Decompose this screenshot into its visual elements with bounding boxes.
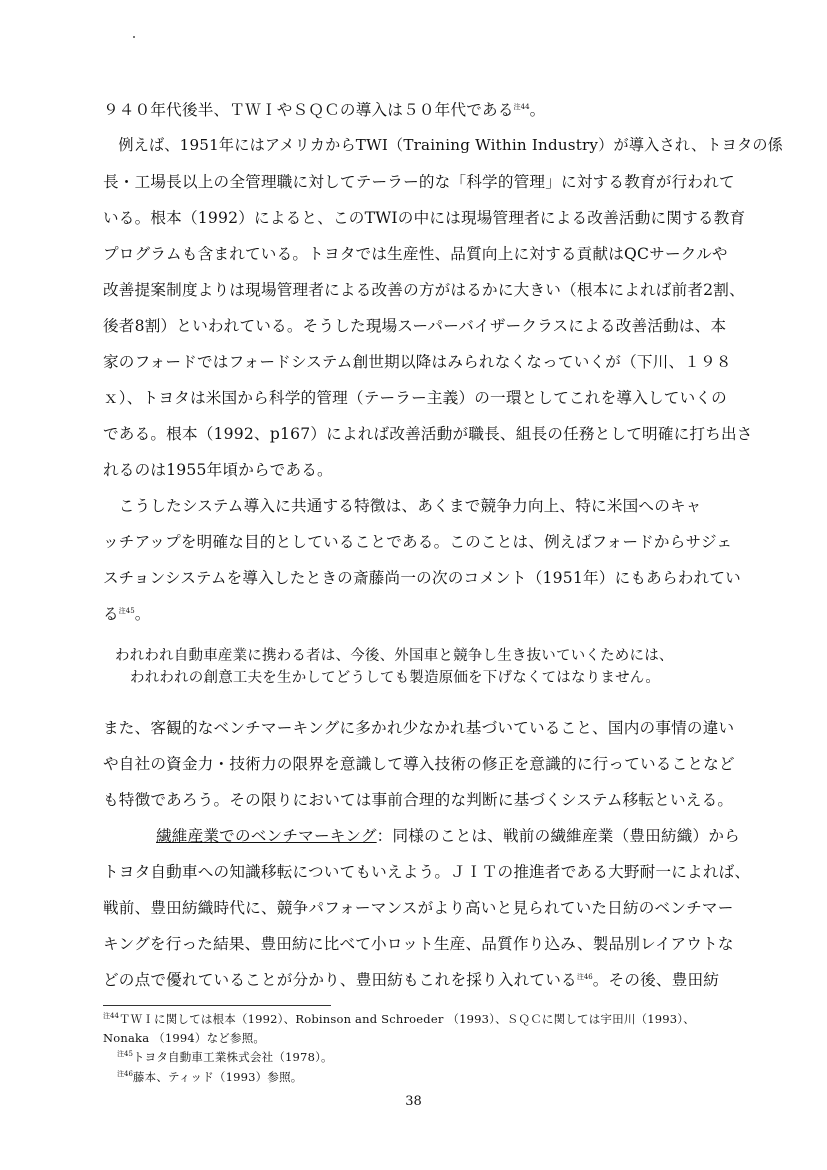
para1-line: 家のフォードではフォードシステム創世期以降はみられなくなっていくが（下川、１９８ [103, 353, 732, 371]
para4-line: 戦前、豊田紡織時代に、競争パフォーマンスがより高いと見られていた日紡のベンチマー [103, 899, 734, 917]
footnote-mark: 注46 [117, 1070, 133, 1079]
para1-line: である。根本（1992、p167）によれば改善活動が職長、組長の任務として明確に打ち出さ [103, 425, 753, 443]
para1-line: 改善提案制度よりは現場管理者による改善の方がはるかに大きい（根本によれば前者2割、 [103, 281, 745, 299]
quote-line: われわれ自動車産業に携わる者は、今後、外国車と競争し生き抜いていくためには、 [115, 648, 674, 664]
para4-line: キングを行った結果、豊田紡に比べて小ロット生産、品質作り込み、製品別レイアウトな [103, 935, 734, 953]
para3-line: や自社の資金力・技術力の限界を意識して導入技術の修正を意識的に行っていることなど [103, 755, 735, 773]
intro-text: ９４０年代後半、ＴＷＩやＳＱＣの導入は５０年代である [103, 101, 514, 119]
para2-line: ッチアップを明確な目的としていることである。このことは、例えばフォードからサジェ [103, 533, 733, 551]
para1-line: いる。根本（1992）によると、このTWIの中には現場管理者による改善活動に関する教育 [103, 209, 746, 227]
page-number: 38 [405, 1094, 422, 1109]
footnote-separator [103, 1005, 331, 1006]
para1-line: 例えば、1951年にはアメリカからTWI（Training Within Industry）が導入され、トヨタの係 [103, 136, 783, 154]
footnote-mark: 注45 [117, 1050, 133, 1059]
para4-last-text: どの点で優れていることが分かり、豊田紡もこれを採り入れている [103, 971, 577, 989]
para4-line: トヨタ自動車への知識移転についてもいえよう。ＪＩＴの推進者である大野耐一によれば、 [103, 863, 751, 881]
footnote-44 [103, 1011, 695, 1027]
para1-line: 長・工場長以上の全管理職に対してテーラー的な「科学的管理」に対する教育が行われて [103, 173, 735, 191]
para2-last-text: る [103, 605, 119, 623]
para2-last-line [103, 602, 151, 624]
para3-line: も特徴であろう。その限りにおいては事前合理的な判断に基づくシステム移転といえる。 [103, 791, 734, 809]
para1-line: ｘ）、トヨタは米国から科学的管理（テーラー主義）の一環としてこれを導入していくの [103, 389, 727, 407]
para4-end: 。その後、豊田紡 [592, 971, 720, 989]
para4-first-rest: ：同様のことは、戦前の繊維産業（豊田紡織）から [376, 827, 740, 845]
quote-line: われわれの創意工夫を生かしてどうしても製造原価を下げなくてはなりません。 [130, 670, 661, 686]
footnote-ref-46: 注46 [576, 972, 593, 981]
scan-speck [133, 36, 135, 38]
para4-first-line [120, 824, 740, 846]
para3-line: また、客観的なベンチマーキングに多かれ少なかれ基づいていること、国内の事情の違い [103, 719, 735, 737]
footnote-text: トヨタ自動車工業株式会社（1978）。 [132, 1050, 333, 1064]
footnote-45 [117, 1049, 333, 1065]
footnote-text: 藤本、ティッド（1993）参照。 [132, 1070, 303, 1084]
para1-line: 後者8割）といわれている。そうした現場スーパーバイザークラスによる改善活動は、本 [103, 317, 727, 335]
para1-line: れるのは1955年頃からである。 [103, 461, 333, 479]
section-heading-textile: 繊維産業でのベンチマーキング [156, 827, 377, 845]
para4-last-line [103, 968, 719, 990]
para1-line: プログラムも含まれている。トヨタでは生産性、品質向上に対する貢献はQCサークルや [103, 245, 728, 263]
footnote-44-cont [103, 1030, 265, 1046]
footnote-text: Nonaka （1994）など参照。 [103, 1031, 266, 1045]
para2-line: こうしたシステム導入に共通する特徴は、あくまで競争力向上、特に米国へのキャ [103, 497, 702, 515]
intro-line [103, 98, 545, 120]
para2-line: スチョンシステムを導入したときの斎藤尚一の次のコメント（1951年）にもあらわれてい [103, 569, 741, 587]
footnote-46 [117, 1069, 302, 1085]
footnote-ref-45: 注45 [118, 606, 135, 615]
intro-end: 。 [529, 101, 546, 119]
footnote-ref-44: 注44 [513, 102, 530, 111]
para2-end: 。 [134, 605, 151, 623]
footnote-text: ＴＷＩに関しては根本（1992）、Robinson and Schroeder （1993）、ＳＱＣに関しては宇田川（1993）、 [118, 1012, 695, 1026]
footnote-mark: 注44 [103, 1012, 119, 1021]
